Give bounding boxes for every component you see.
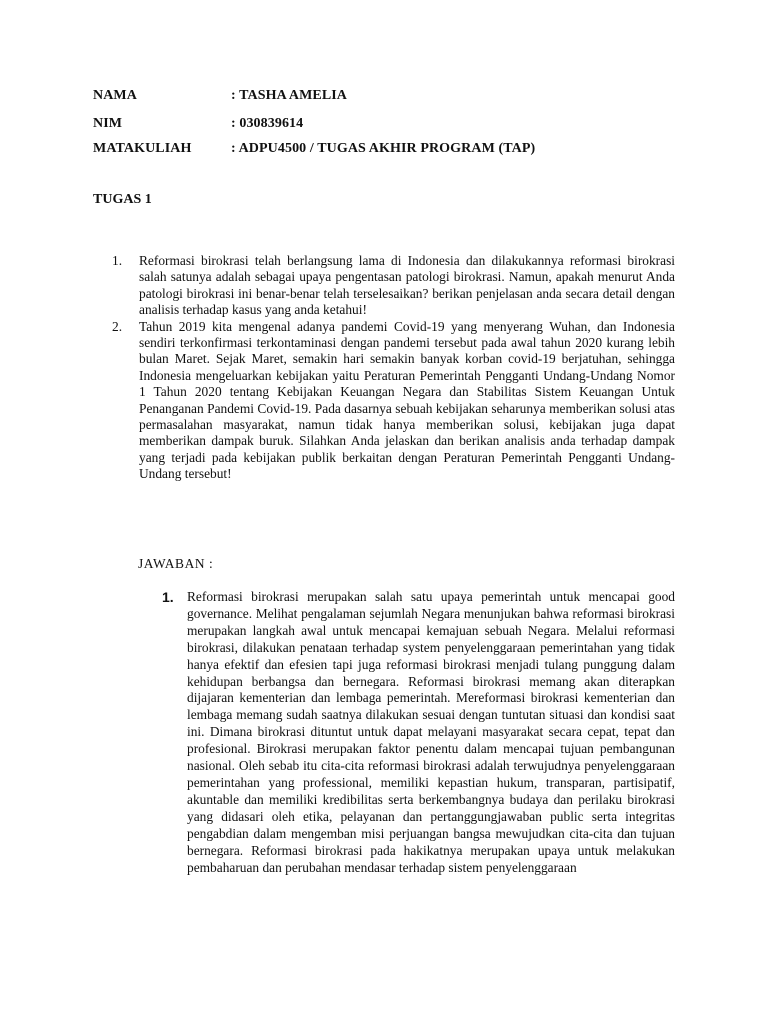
nama-row [93, 88, 347, 104]
answer-text: Reformasi birokrasi merupakan salah satu upaya pemerintah untuk mencapai good governance. Melihat pengalaman sejumlah Negara menunjukan bahwa reformasi birokrasi merupakan langkah awal untuk mencapai kemajuan sebuah Negara. Melalui reformasi birokrasi, dilakukan penataan terhadap system penyelenggaraan pemerintahan yang tidak hanya efektif dan efesien tapi juga reformasi birokrasi menjadi tulang punggung dalam kehidupan berbangsa dan bernegara. Reformasi birokrasi memang akan diterapkan dijajaran kementerian dan lembaga pemerintah. Mereformasi birokrasi kementerian dan lembaga memang sudah saatnya dilakukan sesuai dengan tuntutan situasi dan kondisi saat ini. Dimana birokrasi dituntut untuk dapat melayani masyarakat secara cepat, tepat dan profesional. Birokrasi merupakan faktor penentu dalam mencapai tujuan pembangunan nasional. Oleh sebab itu cita-cita reformasi birokrasi adalah terwujudnya penyelenggaraan pemerintahan yang professional, memiliki kepastian hukum, transparan, partisipatif, akuntable dan memiliki kredibilitas serta berkembangnya budaya dan perilaku birokrasi yang didasari oleh etika, pelayanan dan pertanggungjawaban public serta integritas pengabdian dalam mengemban misi perjuangan bangsa mewujudkan cita-cita dan tujuan bernegara. Reformasi birokrasi pada hakikatnya merupakan upaya untuk melakukan pembaharuan dan perubahan mendasar terhadap sistem penyelenggaraan [187, 589, 675, 875]
question-text: Reformasi birokrasi telah berlangsung lama di Indonesia dan dilakukannya reformasi birokrasi salah satunya adalah sebagai upaya pengentasan patologi birokrasi. Namun, apakah menurut Anda patologi birokrasi ini benar-benar telah terselesaikan? berikan penjelasan anda secara detail dengan analisis terhadap kasus yang anda ketahui! [139, 253, 675, 318]
matakuliah-value: : ADPU4500 / TUGAS AKHIR PROGRAM (TAP) [231, 141, 536, 156]
nama-label: NAMA [93, 88, 137, 103]
section-title: TUGAS 1 [93, 192, 152, 207]
matakuliah-row [93, 141, 535, 157]
answer-item [162, 589, 675, 876]
question-number: 1. [112, 253, 123, 268]
nim-row [93, 116, 303, 132]
nama-value: : TASHA AMELIA [231, 88, 348, 103]
answer-heading: JAWABAN : [138, 556, 214, 571]
question-text: Tahun 2019 kita mengenal adanya pandemi Covid-19 yang menyerang Wuhan, dan Indonesia sendiri terkonfirmasi terkontaminasi dengan pandemi tersebut pada awal tahun 2020 kurang lebih bulan Maret. Sejak Maret, semakin hari semakin banyak korban covid-19 berjatuhan, sehingga Indonesia mengeluarkan kebijakan yaitu Peraturan Pemerintah Pengganti Undang-Undang Nomor 1 Tahun 2020 tentang Kebijakan Keuangan Negara dan Stabilitas Sistem Keuangan Untuk Penanganan Pandemi Covid-19. Pada dasarnya sebuah kebijakan seharunya memberikan solusi atas permasalahan masyarakat, namun tidak hanya memberikan solusi, kebijakan juga dapat memberikan dampak buruk. Silahkan Anda jelaskan dan berikan analisis anda terhadap dampak yang terjadi pada kebijakan publik berkaitan dengan Peraturan Pemerintah Pengganti Undang-Undang tersebut! [139, 318, 675, 482]
question-item [112, 319, 675, 483]
question-number: 2. [112, 318, 123, 334]
answer-number: 1. [162, 589, 174, 605]
question-list [112, 253, 675, 483]
question-item [112, 253, 675, 319]
nim-value: : 030839614 [231, 116, 304, 131]
matakuliah-label: MATAKULIAH [93, 141, 192, 156]
nim-label: NIM [93, 116, 123, 131]
